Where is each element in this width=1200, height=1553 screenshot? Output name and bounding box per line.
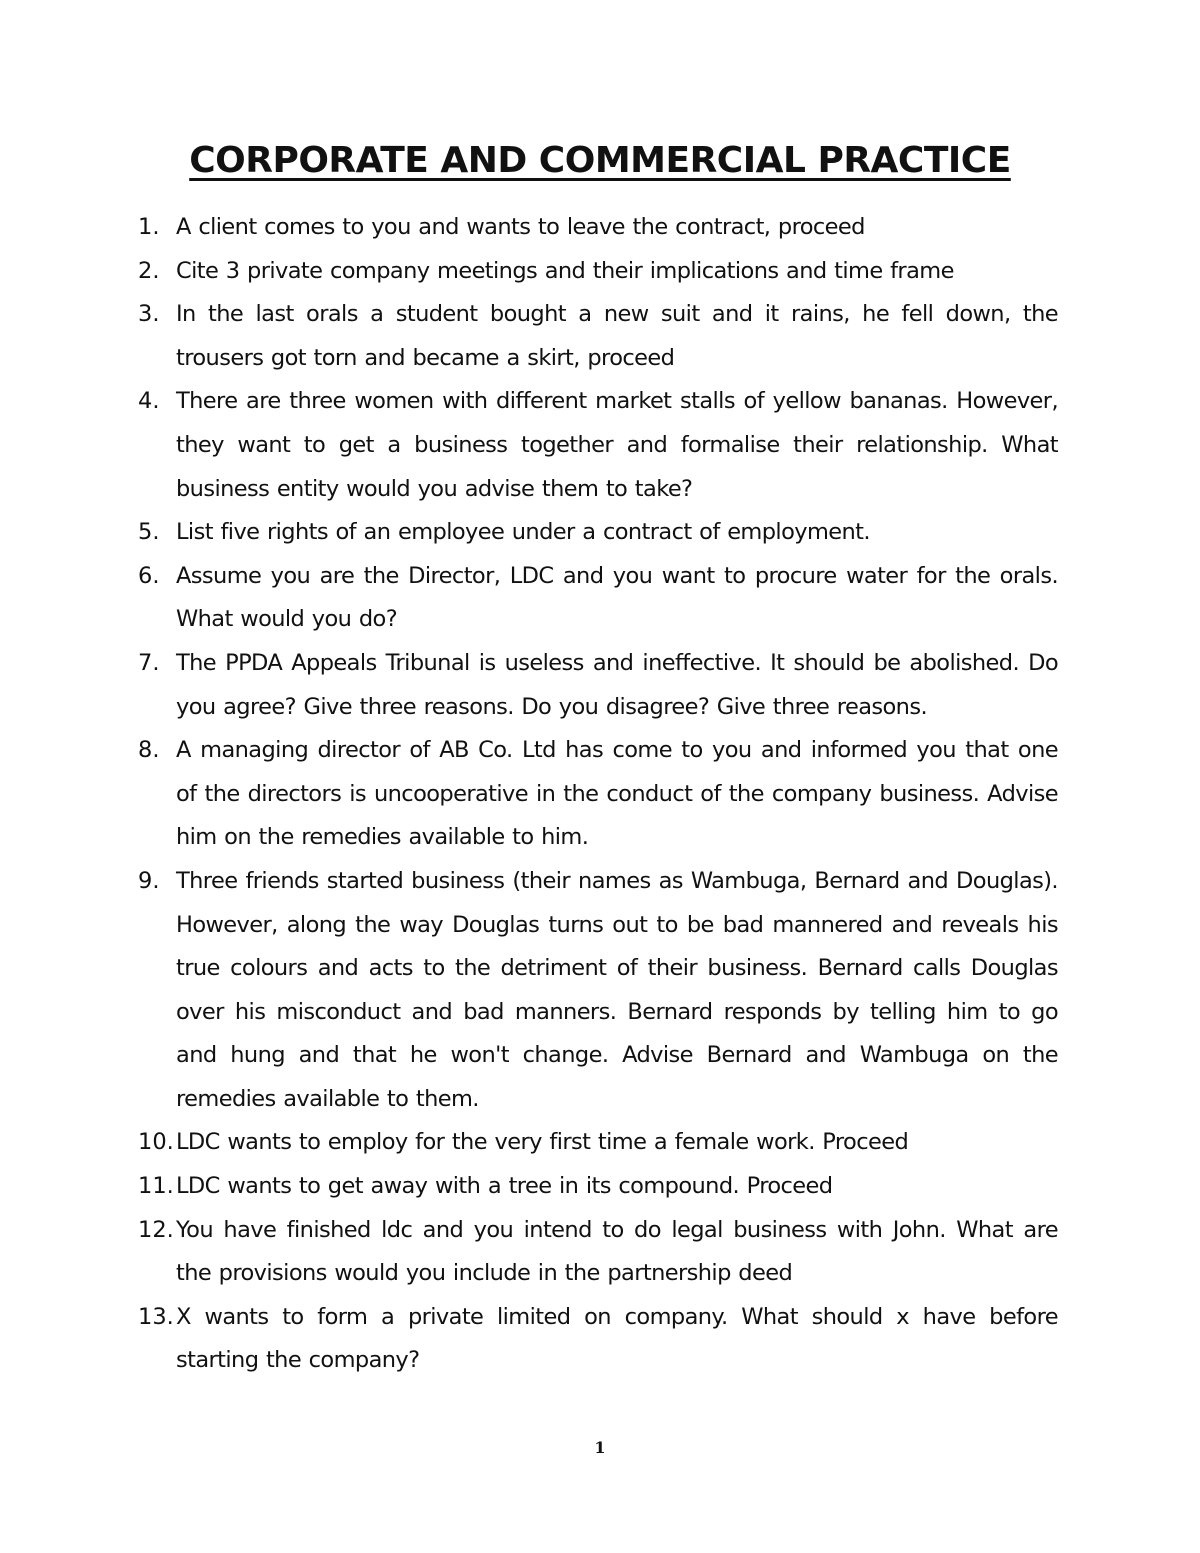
question-list: [138, 206, 1058, 1383]
question-item: [138, 206, 1058, 250]
question-text: In the last orals a student bought a new suit and it rains, he fell down, the trousers got torn and became a skirt, proceed: [176, 301, 1058, 371]
question-text: The PPDA Appeals Tribunal is useless and ineffective. It should be abolished. Do you agree? Give three reasons. Do you disagree? Give three reasons.: [176, 649, 1058, 720]
document-title: CORPORATE AND COMMERCIAL PRACTICE: [189, 140, 1011, 181]
question-item: [138, 642, 1058, 729]
question-item: [138, 511, 1058, 555]
question-number: 3.: [138, 301, 160, 328]
question-number: 9.: [138, 867, 160, 894]
question-item: [138, 729, 1058, 860]
question-number: 13.: [138, 1303, 174, 1330]
question-item: [138, 250, 1058, 294]
question-item: [138, 860, 1058, 1122]
question-number: 5.: [138, 519, 160, 546]
question-item: [138, 555, 1058, 642]
question-text: A managing director of AB Co. Ltd has come to you and informed you that one of the directors is uncooperative in the conduct of the company business. Advise him on the remedies available to him.: [176, 737, 1058, 851]
question-text: List five rights of an employee under a contract of employment.: [176, 519, 870, 546]
question-text: Three friends started business (their names as Wambuga, Bernard and Douglas). However, along the way Douglas turns out to be bad mannered and reveals his true colours and acts to the detriment of their business. Bernard calls Douglas over his misconduct and bad manners. Bernard responds by telling him to go and hung and that he won't change. Advise Bernard and Wambuga on the remedies available to them.: [176, 867, 1058, 1112]
question-text: There are three women with different market stalls of yellow bananas. However, they want to get a business together and formalise their relationship. What business entity would you advise them to take?: [176, 388, 1058, 502]
question-item: [138, 380, 1058, 511]
question-text: LDC wants to employ for the very first time a female work. Proceed: [176, 1129, 909, 1156]
question-number: 4.: [138, 388, 160, 415]
question-number: 11.: [138, 1173, 174, 1200]
question-item: [138, 1209, 1058, 1296]
question-text: Cite 3 private company meetings and their implications and time frame: [176, 257, 954, 284]
page-number: 1: [594, 1438, 606, 1457]
question-text: Assume you are the Director, LDC and you want to procure water for the orals. What would you do?: [176, 562, 1058, 633]
question-item: [138, 1121, 1058, 1165]
question-item: [138, 293, 1058, 380]
question-text: You have finished ldc and you intend to do legal business with John. What are the provisions would you include in the partnership deed: [176, 1216, 1058, 1287]
question-number: 8.: [138, 737, 160, 764]
question-number: 2.: [138, 257, 160, 284]
question-number: 7.: [138, 649, 160, 676]
question-number: 6.: [138, 562, 160, 589]
question-item: [138, 1165, 1058, 1209]
question-text: A client comes to you and wants to leave the contract, proceed: [176, 214, 865, 240]
question-item: [138, 1296, 1058, 1383]
question-text: LDC wants to get away with a tree in its compound. Proceed: [176, 1173, 833, 1200]
question-number: 10.: [138, 1129, 174, 1156]
question-number: 1.: [138, 214, 160, 240]
question-text: X wants to form a private limited on company. What should x have before starting the company?: [176, 1303, 1058, 1374]
question-number: 12.: [138, 1216, 174, 1243]
